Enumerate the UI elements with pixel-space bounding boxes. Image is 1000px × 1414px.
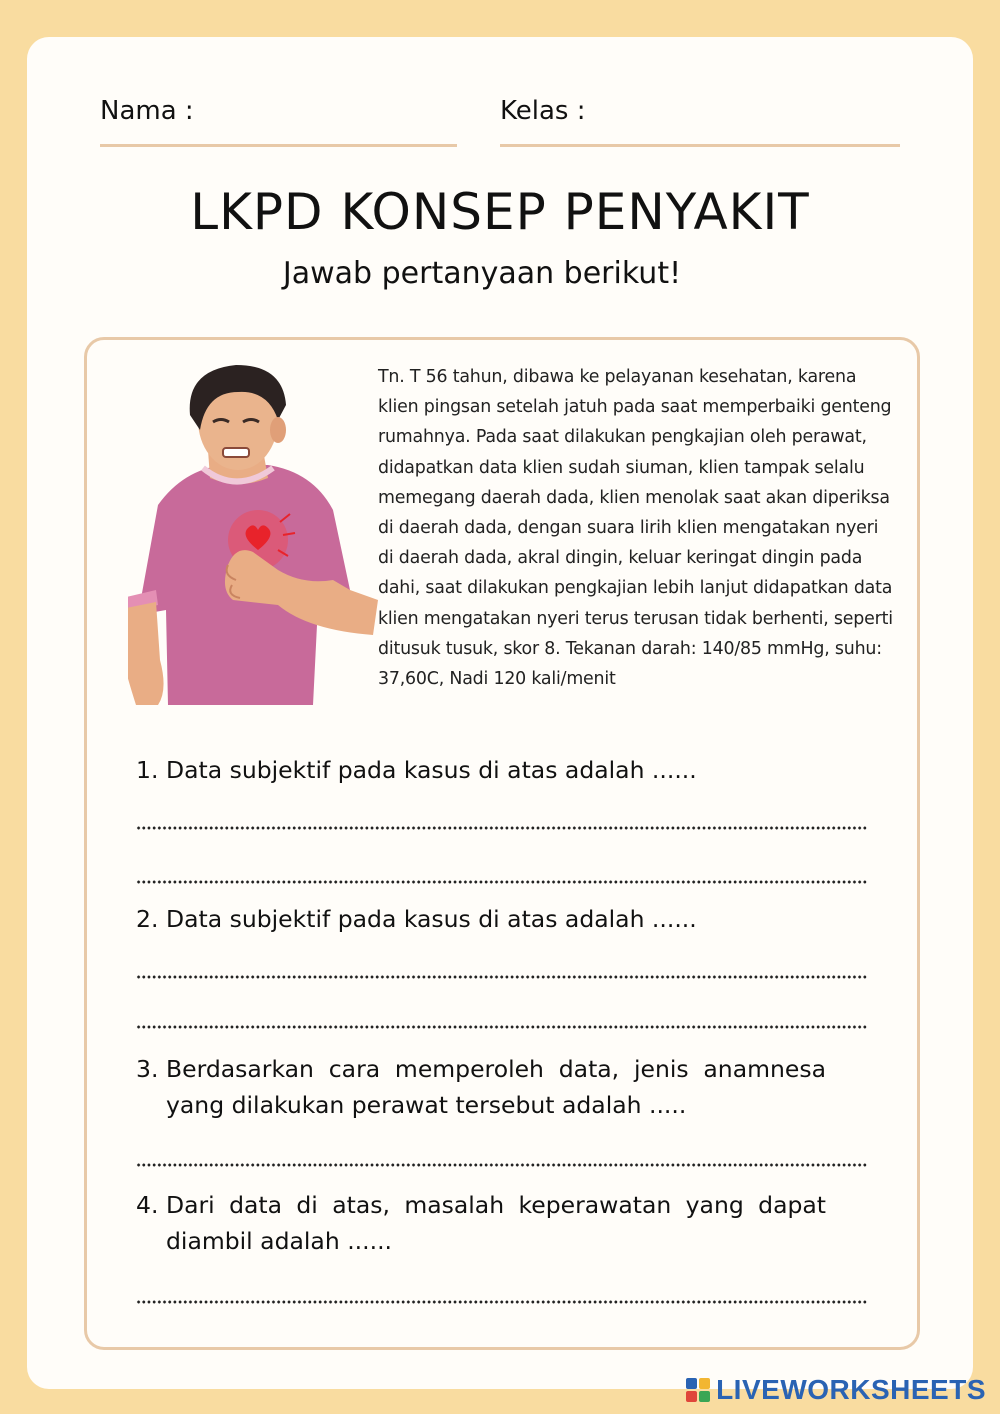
answer-line-1a[interactable] bbox=[136, 826, 868, 830]
chest-pain-man-illustration bbox=[128, 360, 378, 710]
question-text: Data subjektif pada kasus di atas adalah ...... bbox=[166, 756, 697, 784]
question-number: 1. bbox=[136, 756, 159, 784]
page-title: LKPD KONSEP PENYAKIT bbox=[190, 183, 810, 241]
answer-line-1b[interactable] bbox=[136, 880, 868, 884]
question-text: Data subjektif pada kasus di atas adalah ...... bbox=[166, 905, 697, 933]
question-text: Dari data di atas, masalah keperawatan yang dapat diambil adalah ...... bbox=[166, 1191, 826, 1255]
kelas-input-line[interactable] bbox=[500, 144, 900, 147]
answer-line-2b[interactable] bbox=[136, 1025, 868, 1029]
question-3 bbox=[136, 1051, 826, 1123]
question-number: 2. bbox=[136, 905, 159, 933]
page-subtitle: Jawab pertanyaan berikut! bbox=[282, 256, 682, 291]
case-description: Tn. T 56 tahun, dibawa ke pelayanan kesehatan, karena klien pingsan setelah jatuh pada saat memperbaiki genteng rumahnya. Pada saat dilakukan pengkajian oleh perawat, didapatkan data klien sudah siuman, klien tampak selalu memegang daerah dada, klien menolak saat akan diperiksa di daerah dada, dengan suara lirih klien mengatakan nyeri di daerah dada, akral dingin, keluar keringat dingin pada dahi, saat dilakukan pengkajian lebih lanjut didapatkan data klien mengatakan nyeri terus terusan tidak berhenti, seperti ditusuk tusuk, skor 8. Tekanan darah: 140/85 mmHg, suhu: 37,60C, Nadi 120 kali/menit bbox=[378, 367, 893, 690]
answer-line-2a[interactable] bbox=[136, 975, 868, 979]
question-number: 4. bbox=[136, 1191, 159, 1219]
question-number: 3. bbox=[136, 1055, 159, 1083]
nama-label: Nama : bbox=[100, 96, 194, 126]
kelas-label: Kelas : bbox=[500, 96, 586, 126]
question-4 bbox=[136, 1187, 826, 1259]
nama-input-line[interactable] bbox=[100, 144, 457, 147]
question-2 bbox=[136, 901, 826, 937]
question-text: Berdasarkan cara memperoleh data, jenis anamnesa yang dilakukan perawat tersebut adalah ..... bbox=[166, 1055, 826, 1119]
answer-line-3[interactable] bbox=[136, 1163, 868, 1167]
liveworksheets-logo bbox=[686, 1374, 986, 1406]
question-1 bbox=[136, 752, 826, 788]
brand-name: LIVEWORKSHEETS bbox=[716, 1374, 986, 1405]
brand-icon bbox=[686, 1378, 710, 1402]
answer-line-4[interactable] bbox=[136, 1300, 868, 1304]
